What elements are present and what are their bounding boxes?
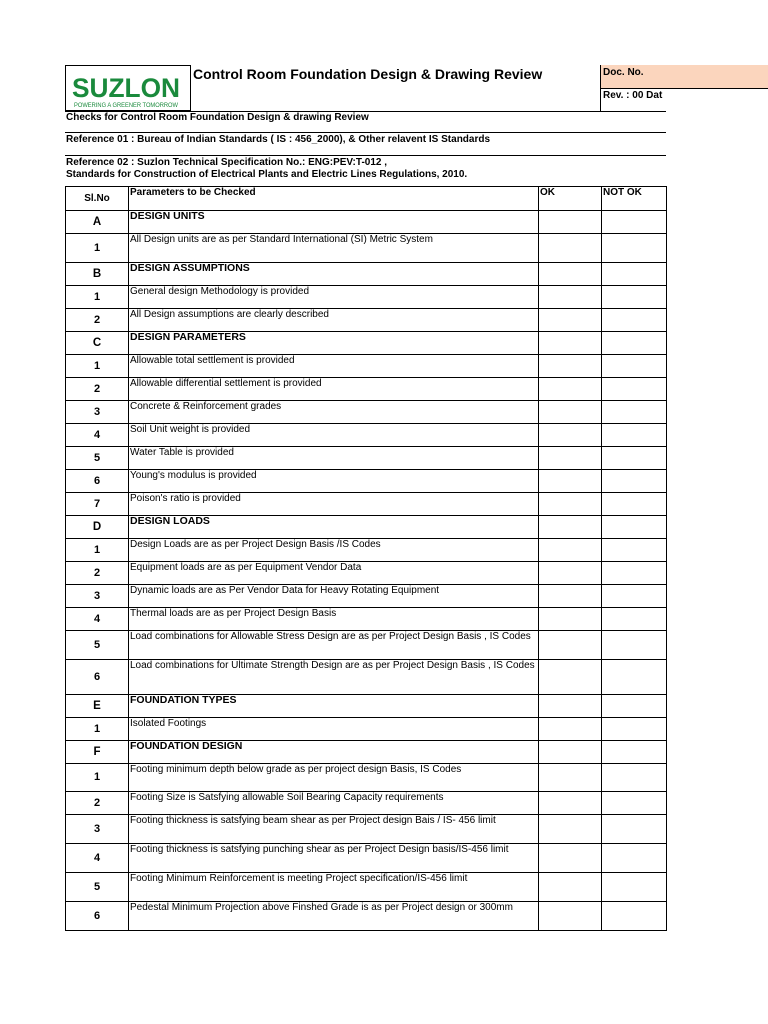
table-row [66,873,667,902]
not-ok-cell[interactable] [602,815,667,844]
not-ok-cell[interactable] [602,493,667,516]
sl-no-cell: 3 [66,401,129,424]
parameter-cell: Soil Unit weight is provided [129,424,539,447]
sl-no-cell: 2 [66,309,129,332]
not-ok-cell[interactable] [602,902,667,931]
not-ok-cell[interactable] [602,539,667,562]
reference-01: Reference 01 : Bureau of Indian Standards ( IS : 456_2000), & Other relavent IS Standards [66,134,491,145]
table-row [66,792,667,815]
table-row [66,493,667,516]
parameter-cell: Footing thickness is satsfying beam shear as per Project design Bais / IS- 456 limit [129,815,539,844]
ok-cell[interactable] [539,844,602,873]
sl-no-cell: 2 [66,378,129,401]
ok-cell[interactable] [539,378,602,401]
parameter-cell: Concrete & Reinforcement grades [129,401,539,424]
parameter-cell: Thermal loads are as per Project Design Basis [129,608,539,631]
ok-cell[interactable] [539,401,602,424]
table-row [66,660,667,695]
table-row [66,764,667,792]
not-ok-cell[interactable] [602,660,667,695]
ok-cell[interactable] [539,332,602,355]
ok-cell[interactable] [539,764,602,792]
ok-cell[interactable] [539,631,602,660]
table-row [66,539,667,562]
ok-cell[interactable] [539,539,602,562]
parameter-cell: Isolated Footings [129,718,539,741]
header-not-ok: NOT OK [602,187,667,211]
ok-cell[interactable] [539,792,602,815]
ok-cell[interactable] [539,608,602,631]
header-parameters: Parameters to be Checked [129,187,539,211]
table-row [66,309,667,332]
section-row [66,332,667,355]
ok-cell[interactable] [539,309,602,332]
not-ok-cell[interactable] [602,355,667,378]
ok-cell[interactable] [539,516,602,539]
parameter-cell: All Design assumptions are clearly described [129,309,539,332]
ok-cell[interactable] [539,493,602,516]
parameter-cell: Footing thickness is satsfying punching shear as per Project Design basis/IS-456 limit [129,844,539,873]
parameter-cell: DESIGN LOADS [129,516,539,539]
document-title: Control Room Foundation Design & Drawing Review [193,66,543,82]
parameter-cell: General design Methodology is provided [129,286,539,309]
suzlon-logo [65,65,191,111]
doc-meta-divider [600,88,768,89]
parameter-cell: Dynamic loads are as Per Vendor Data for Heavy Rotating Equipment [129,585,539,608]
sl-no-cell: F [66,741,129,764]
revision-label: Rev. : 00 Dat [603,90,663,101]
not-ok-cell[interactable] [602,211,667,234]
ok-cell[interactable] [539,695,602,718]
not-ok-cell[interactable] [602,447,667,470]
parameter-cell: DESIGN ASSUMPTIONS [129,263,539,286]
parameter-cell: Footing Minimum Reinforcement is meeting Project specification/IS-456 limit [129,873,539,902]
not-ok-cell[interactable] [602,873,667,902]
sl-no-cell: 4 [66,424,129,447]
table-row [66,815,667,844]
checklist-table [65,186,667,931]
ok-cell[interactable] [539,234,602,263]
not-ok-cell[interactable] [602,332,667,355]
parameter-cell: Footing minimum depth below grade as per project design Basis, IS Codes [129,764,539,792]
sl-no-cell: 7 [66,493,129,516]
ok-cell[interactable] [539,660,602,695]
table-row [66,424,667,447]
table-row [66,585,667,608]
parameter-cell: Equipment loads are as per Equipment Vendor Data [129,562,539,585]
parameter-cell: FOUNDATION DESIGN [129,741,539,764]
parameter-cell: Load combinations for Allowable Stress Design are as per Project Design Basis , IS Codes [129,631,539,660]
table-row [66,401,667,424]
not-ok-cell[interactable] [602,424,667,447]
sl-no-cell: 2 [66,562,129,585]
not-ok-cell[interactable] [602,401,667,424]
not-ok-cell[interactable] [602,378,667,401]
parameter-cell: Design Loads are as per Project Design Basis /IS Codes [129,539,539,562]
not-ok-cell[interactable] [602,718,667,741]
not-ok-cell[interactable] [602,286,667,309]
ok-cell[interactable] [539,718,602,741]
table-row [66,286,667,309]
table-row [66,234,667,263]
not-ok-cell[interactable] [602,608,667,631]
section-row [66,695,667,718]
not-ok-cell[interactable] [602,741,667,764]
table-header-row [66,187,667,211]
not-ok-cell[interactable] [602,631,667,660]
table-row [66,631,667,660]
meta-rule-1 [65,132,666,133]
sl-no-cell: 3 [66,815,129,844]
table-row [66,718,667,741]
svg-text:SUZLON: SUZLON [72,73,180,103]
logo-mark-icon [69,72,183,110]
sl-no-cell: D [66,516,129,539]
parameter-cell: DESIGN PARAMETERS [129,332,539,355]
not-ok-cell[interactable] [602,695,667,718]
sl-no-cell: 1 [66,234,129,263]
sl-no-cell: 1 [66,355,129,378]
table-row [66,844,667,873]
header-ok: OK [539,187,602,211]
sl-no-cell: B [66,263,129,286]
ok-cell[interactable] [539,815,602,844]
sl-no-cell: A [66,211,129,234]
reference-02-line1: Reference 02 : Suzlon Technical Specification No.: ENG:PEV:T-012 , [66,157,388,168]
parameter-cell: FOUNDATION TYPES [129,695,539,718]
reference-02-line2: Standards for Construction of Electrical Plants and Electric Lines Regulations, 2010. [66,169,468,180]
sl-no-cell: 2 [66,792,129,815]
parameter-cell: DESIGN UNITS [129,211,539,234]
parameter-cell: Allowable differential settlement is provided [129,378,539,401]
sl-no-cell: 1 [66,539,129,562]
parameter-cell: Water Table is provided [129,447,539,470]
checks-for-line: Checks for Control Room Foundation Design & drawing Review [66,112,369,123]
section-row [66,263,667,286]
sl-no-cell: 3 [66,585,129,608]
ok-cell[interactable] [539,424,602,447]
section-row [66,741,667,764]
table-row [66,447,667,470]
ok-cell[interactable] [539,741,602,764]
sl-no-cell: 5 [66,447,129,470]
header-sl-no: Sl.No [66,187,129,211]
parameter-cell: Poison's ratio is provided [129,493,539,516]
ok-cell[interactable] [539,902,602,931]
not-ok-cell[interactable] [602,309,667,332]
ok-cell[interactable] [539,562,602,585]
sl-no-cell: 5 [66,873,129,902]
sl-no-cell: 6 [66,470,129,493]
sl-no-cell: 4 [66,608,129,631]
table-row [66,378,667,401]
sl-no-cell: 4 [66,844,129,873]
svg-text:POWERING A GREENER TOMORROW: POWERING A GREENER TOMORROW [74,103,179,109]
table-row [66,470,667,493]
parameter-cell: Load combinations for Ultimate Strength Design are as per Project Design Basis , IS Codes [129,660,539,695]
table-row [66,902,667,931]
section-row [66,516,667,539]
not-ok-cell[interactable] [602,234,667,263]
parameter-cell: Footing Size is Satsfying allowable Soil Bearing Capacity requirements [129,792,539,815]
table-row [66,562,667,585]
table-row [66,608,667,631]
not-ok-cell[interactable] [602,562,667,585]
ok-cell[interactable] [539,585,602,608]
section-row [66,211,667,234]
sl-no-cell: 1 [66,718,129,741]
parameter-cell: Allowable total settlement is provided [129,355,539,378]
table-row [66,355,667,378]
sl-no-cell: 1 [66,286,129,309]
sl-no-cell: E [66,695,129,718]
not-ok-cell[interactable] [602,844,667,873]
parameter-cell: All Design units are as per Standard International (SI) Metric System [129,234,539,263]
not-ok-cell[interactable] [602,764,667,792]
ok-cell[interactable] [539,286,602,309]
ok-cell[interactable] [539,470,602,493]
parameter-cell: Pedestal Minimum Projection above Finshed Grade is as per Project design or 300mm [129,902,539,931]
not-ok-cell[interactable] [602,263,667,286]
sl-no-cell: 6 [66,902,129,931]
meta-rule-2 [65,155,666,156]
parameter-cell: Young's modulus is provided [129,470,539,493]
sl-no-cell: 6 [66,660,129,695]
ok-cell[interactable] [539,355,602,378]
doc-number-label: Doc. No. [603,67,644,78]
ok-cell[interactable] [539,211,602,234]
not-ok-cell[interactable] [602,585,667,608]
sl-no-cell: 1 [66,764,129,792]
not-ok-cell[interactable] [602,470,667,493]
sl-no-cell: 5 [66,631,129,660]
not-ok-cell[interactable] [602,516,667,539]
ok-cell[interactable] [539,447,602,470]
not-ok-cell[interactable] [602,792,667,815]
ok-cell[interactable] [539,873,602,902]
sl-no-cell: C [66,332,129,355]
ok-cell[interactable] [539,263,602,286]
